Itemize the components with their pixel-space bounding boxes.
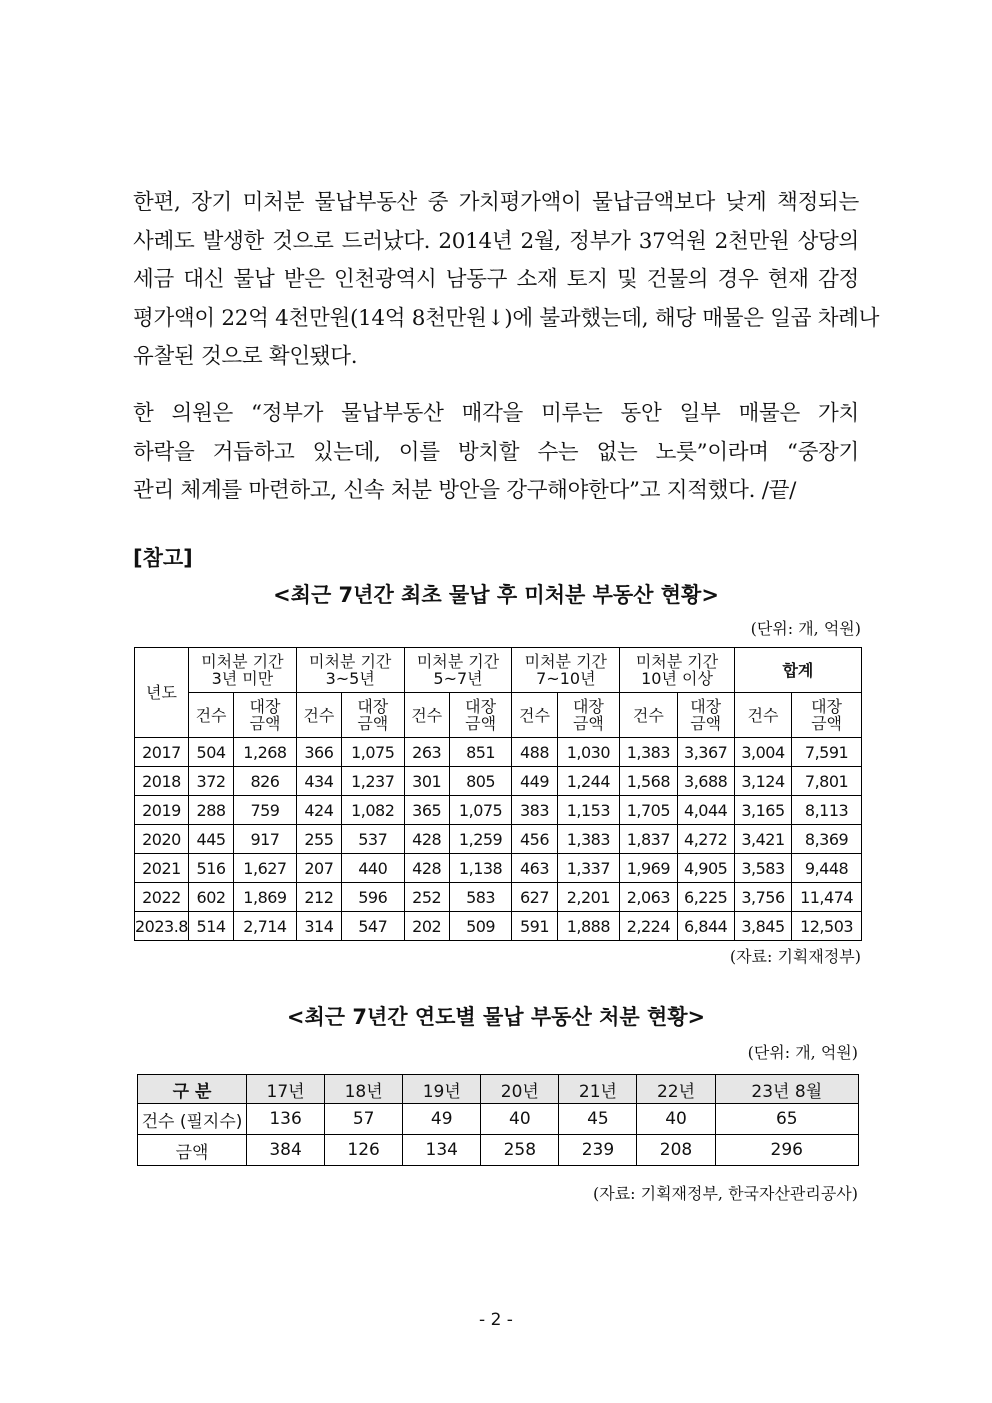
value-cell: 537 [341,825,404,854]
table2-title: <최근 7년간 연도별 물납 부동산 처분 현황> [286,1005,706,1029]
value-cell: 6,225 [677,883,734,912]
table-row [135,883,862,912]
group-header: 미처분 기간 10년 이상 [620,648,735,693]
value-cell: 1,153 [557,796,620,825]
value-cell: 365 [404,796,449,825]
value-cell: 1,082 [341,796,404,825]
year-cell: 2023.8 [135,912,189,941]
header-cell: 구 분 [138,1075,247,1104]
value-cell: 2,224 [620,912,677,941]
value-cell: 212 [296,883,341,912]
table-header-row [138,1075,859,1104]
value-cell: 591 [512,912,557,941]
value-cell: 296 [715,1135,858,1166]
value-cell: 1,268 [234,738,297,767]
value-cell: 3,421 [734,825,791,854]
value-cell: 805 [449,767,512,796]
value-cell: 1,075 [341,738,404,767]
value-cell: 263 [404,738,449,767]
value-cell: 8,113 [792,796,862,825]
value-cell: 3,688 [677,767,734,796]
year-cell: 2018 [135,767,189,796]
amount-header: 대장 금액 [449,693,512,738]
value-cell: 434 [296,767,341,796]
value-cell: 2,063 [620,883,677,912]
value-cell: 1,627 [234,854,297,883]
paragraph-line: 하락을 거듭하고 있는데, 이를 방치할 수는 없는 노릇”이라며 “중장기 [133,439,859,465]
year-cell: 2020 [135,825,189,854]
paragraph-line: 한 의원은 “정부가 물납부동산 매각을 미루는 동안 일부 매물은 가치 [133,401,859,426]
value-cell: 583 [449,883,512,912]
value-cell: 1,705 [620,796,677,825]
count-header: 건수 [512,693,557,738]
value-cell: 463 [512,854,557,883]
value-cell: 126 [325,1135,403,1166]
value-cell: 1,869 [234,883,297,912]
group-header: 합계 [734,648,861,693]
table-row [138,1104,859,1135]
header-cell: 19년 [403,1075,481,1104]
count-header: 건수 [734,693,791,738]
value-cell: 440 [341,854,404,883]
table2-source: (자료: 기획재정부, 한국자산관리공사) [593,1184,858,1203]
value-cell: 65 [715,1104,858,1135]
value-cell: 2,201 [557,883,620,912]
value-cell: 11,474 [792,883,862,912]
paragraph-line: 세금 대신 물납 받은 인천광역시 남동구 소재 토지 및 건물의 경우 현재 감정 [133,267,859,292]
header-cell: 23년 8월 [715,1075,858,1104]
value-cell: 3,367 [677,738,734,767]
value-cell: 3,845 [734,912,791,941]
value-cell: 851 [449,738,512,767]
value-cell: 301 [404,767,449,796]
value-cell: 759 [234,796,297,825]
count-header: 건수 [296,693,341,738]
value-cell: 449 [512,767,557,796]
paragraph-line: 평가액이 22억 4천만원(14억 8천만원↓)에 불과했는데, 해당 매물은 일곱 차례나 [133,305,880,331]
value-cell: 1,138 [449,854,512,883]
value-cell: 504 [188,738,233,767]
header-cell: 22년 [637,1075,715,1104]
value-cell: 596 [341,883,404,912]
header-cell: 21년 [559,1075,637,1104]
table-row [138,1135,859,1166]
value-cell: 456 [512,825,557,854]
value-cell: 424 [296,796,341,825]
value-cell: 4,272 [677,825,734,854]
value-cell: 3,004 [734,738,791,767]
value-cell: 1,337 [557,854,620,883]
value-cell: 445 [188,825,233,854]
value-cell: 428 [404,825,449,854]
count-header: 건수 [404,693,449,738]
year-cell: 2019 [135,796,189,825]
value-cell: 255 [296,825,341,854]
row-label: 건수 (필지수) [138,1104,247,1135]
value-cell: 516 [188,854,233,883]
value-cell: 1,568 [620,767,677,796]
paragraph-line: 관리 체계를 마련하고, 신속 처분 방안을 강구해야한다”고 지적했다. /끝/ [133,478,797,503]
table-row [135,767,862,796]
amount-header: 대장 금액 [792,693,862,738]
table-row [135,796,862,825]
value-cell: 3,124 [734,767,791,796]
value-cell: 917 [234,825,297,854]
year-header: 년도 [135,648,189,738]
row-label: 금액 [138,1135,247,1166]
value-cell: 4,905 [677,854,734,883]
value-cell: 826 [234,767,297,796]
table2-unit: (단위: 개, 억원) [747,1043,858,1062]
header-cell: 20년 [481,1075,559,1104]
table1-source: (자료: 기획재정부) [729,947,861,966]
value-cell: 239 [559,1135,637,1166]
value-cell: 7,591 [792,738,862,767]
value-cell: 428 [404,854,449,883]
header-cell: 17년 [247,1075,325,1104]
unsold-property-table [134,647,862,941]
value-cell: 488 [512,738,557,767]
table-row [135,912,862,941]
value-cell: 383 [512,796,557,825]
value-cell: 7,801 [792,767,862,796]
value-cell: 252 [404,883,449,912]
value-cell: 3,165 [734,796,791,825]
amount-header: 대장 금액 [234,693,297,738]
value-cell: 384 [247,1135,325,1166]
value-cell: 1,237 [341,767,404,796]
value-cell: 366 [296,738,341,767]
value-cell: 136 [247,1104,325,1135]
table1-title: <최근 7년간 최초 물납 후 미처분 부동산 현황> [273,583,719,607]
value-cell: 1,837 [620,825,677,854]
table-row [135,825,862,854]
page-number: - 2 - [479,1310,513,1330]
disposal-table [137,1074,859,1166]
value-cell: 1,888 [557,912,620,941]
value-cell: 258 [481,1135,559,1166]
value-cell: 12,503 [792,912,862,941]
value-cell: 4,044 [677,796,734,825]
year-cell: 2021 [135,854,189,883]
value-cell: 2,714 [234,912,297,941]
value-cell: 134 [403,1135,481,1166]
paragraph-line: 한편, 장기 미처분 물납부동산 중 가치평가액이 물납금액보다 낮게 책정되는 [133,190,859,215]
value-cell: 1,030 [557,738,620,767]
value-cell: 288 [188,796,233,825]
value-cell: 208 [637,1135,715,1166]
value-cell: 8,369 [792,825,862,854]
amount-header: 대장 금액 [677,693,734,738]
table-row [135,854,862,883]
paragraph-line: 유찰된 것으로 확인됐다. [133,344,358,369]
value-cell: 627 [512,883,557,912]
paragraph-2 [133,395,859,511]
group-header: 미처분 기간 3년 미만 [188,648,296,693]
value-cell: 49 [403,1104,481,1135]
group-header: 미처분 기간 7~10년 [512,648,620,693]
value-cell: 3,756 [734,883,791,912]
value-cell: 45 [559,1104,637,1135]
value-cell: 514 [188,912,233,941]
value-cell: 57 [325,1104,403,1135]
amount-header: 대장 금액 [557,693,620,738]
value-cell: 602 [188,883,233,912]
value-cell: 509 [449,912,512,941]
reference-label: [참고] [133,546,193,570]
value-cell: 1,259 [449,825,512,854]
value-cell: 314 [296,912,341,941]
value-cell: 372 [188,767,233,796]
group-header: 미처분 기간 5~7년 [404,648,512,693]
value-cell: 6,844 [677,912,734,941]
value-cell: 40 [637,1104,715,1135]
value-cell: 207 [296,854,341,883]
amount-header: 대장 금액 [341,693,404,738]
paragraph-1 [133,184,880,377]
value-cell: 1,383 [620,738,677,767]
value-cell: 202 [404,912,449,941]
value-cell: 9,448 [792,854,862,883]
group-header: 미처분 기간 3~5년 [296,648,404,693]
value-cell: 1,244 [557,767,620,796]
value-cell: 547 [341,912,404,941]
value-cell: 40 [481,1104,559,1135]
count-header: 건수 [188,693,233,738]
value-cell: 1,969 [620,854,677,883]
value-cell: 1,075 [449,796,512,825]
year-cell: 2022 [135,883,189,912]
paragraph-line: 사례도 발생한 것으로 드러났다. 2014년 2월, 정부가 37억원 2천만원 상당의 [133,228,859,254]
value-cell: 3,583 [734,854,791,883]
table1-unit: (단위: 개, 억원) [750,619,861,638]
count-header: 건수 [620,693,677,738]
header-cell: 18년 [325,1075,403,1104]
value-cell: 1,383 [557,825,620,854]
year-cell: 2017 [135,738,189,767]
table-row [135,738,862,767]
